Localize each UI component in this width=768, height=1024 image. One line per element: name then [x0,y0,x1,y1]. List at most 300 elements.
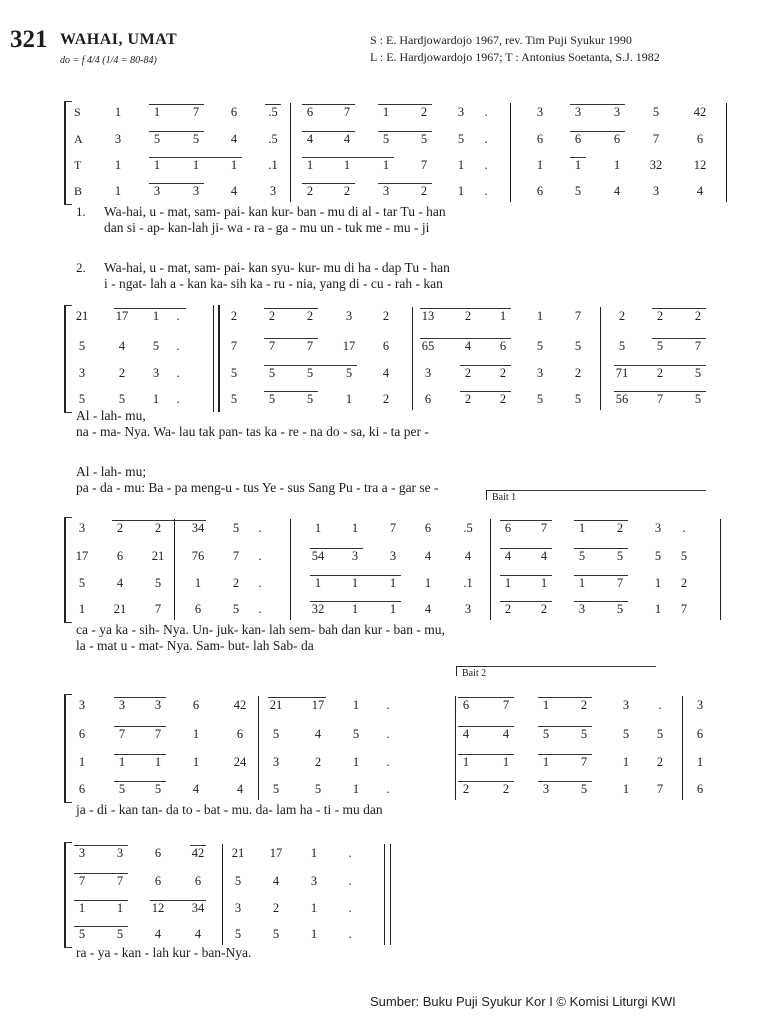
note: 1 [382,158,390,172]
note: . [348,901,352,915]
note: 1 [382,105,390,119]
lyric-line: ra - ya - kan - lah kur - ban-Nya. [76,945,252,960]
note: 17 [311,698,325,712]
note: 2 [504,602,512,616]
note: 1 [153,158,161,172]
note: 5 [234,874,242,888]
beam-line [302,157,394,158]
note: 4 [462,727,470,741]
note: 7 [230,339,238,353]
lyric-line: i - ngat- lah a - kan ka- sih ka - ru - nia, yang di - cu - rah - kan [104,276,443,291]
note: . [386,755,390,769]
note: 1 [542,755,550,769]
barline [290,103,291,202]
volta-line [456,666,656,667]
note: 6 [194,874,202,888]
voice-label: A [74,132,83,146]
lyric-line: na - ma- Nya. Wa- lau tak pan- tas ka - re - na do - sa, ki - ta per - [76,424,429,439]
note: 5 [152,339,160,353]
system-bracket [64,517,66,622]
note: 1 [116,901,124,915]
note: 6 [154,874,162,888]
note: .1 [268,158,278,172]
hymn-title: WAHAI, UMAT [60,31,178,48]
beam-line [74,845,128,846]
beam-line [614,391,706,392]
beam-line [190,845,206,846]
note: 3 [154,698,162,712]
note: 76 [191,549,205,563]
barline [390,844,391,945]
note: . [176,339,180,353]
note: .1 [463,576,473,590]
note: 4 [236,782,244,796]
note: 5 [622,727,630,741]
note: . [484,105,488,119]
note: 3 [652,184,660,198]
beam-line [149,131,204,132]
tempo-marking: do = f 4/4 (1/4 = 80-84) [60,55,157,66]
note: 6 [696,727,704,741]
note: 21 [269,698,283,712]
note: 2 [343,184,351,198]
lyric-line: Al - lah- mu; [76,464,147,479]
note: 5 [656,727,664,741]
note: 7 [343,105,351,119]
note: 2 [464,309,472,323]
beam-line [264,338,318,339]
note: 5 [153,132,161,146]
note: 5 [78,392,86,406]
note: 7 [680,602,688,616]
beam-line [538,754,592,755]
note: 5 [154,782,162,796]
volta-line [486,490,706,491]
note: 3 [78,521,86,535]
beam-line [310,575,401,576]
note: 2 [154,521,162,535]
system-bracket [64,101,66,204]
note: 1 [457,184,465,198]
note: 32 [649,158,663,172]
note: 6 [462,698,470,712]
note: 1 [192,158,200,172]
note: 2 [618,309,626,323]
note: . [386,727,390,741]
note: 5 [420,132,428,146]
beam-line [574,548,628,549]
note: 1 [504,576,512,590]
note: 2 [464,366,472,380]
note: 5 [542,727,550,741]
bracket-cap [64,517,72,518]
note: 7 [616,576,624,590]
note: 1 [502,755,510,769]
note: 3 [272,755,280,769]
note: 4 [424,602,432,616]
note: 5 [232,602,240,616]
note: 4 [502,727,510,741]
lyric-line: dan si - ap- kan-lah ji- wa - ra - ga - mu un - tuk me - mu - ji [104,220,430,235]
note: 2 [574,366,582,380]
note: 34 [191,901,205,915]
note: 1 [152,392,160,406]
credit-music: S : E. Hardjowardojo 1967, rev. Tim Puji Syukur 1990 [370,33,632,47]
lyric-line: ja - di - kan tan- da to - bat - mu. da- lam ha - ti - mu dan [76,802,383,817]
note: 2 [306,184,314,198]
note: . [484,132,488,146]
note: 3 [234,901,242,915]
note: 4 [230,132,238,146]
note: . [658,698,662,712]
note: 21 [231,846,245,860]
beam-line [574,520,628,521]
note: .5 [463,521,473,535]
note: . [258,576,262,590]
beam-line [302,183,355,184]
note: 4 [116,576,124,590]
beam-line [420,308,511,309]
note: 5 [230,392,238,406]
note: 6 [116,549,124,563]
beam-line [310,548,363,549]
note: 4 [613,184,621,198]
note: 5 [78,927,86,941]
note: 6 [536,184,544,198]
beam-line [114,726,166,727]
note: 7 [389,521,397,535]
note: . [348,846,352,860]
note: 4 [118,339,126,353]
repeat-barline [213,305,220,412]
barline [222,844,223,945]
note: 2 [464,392,472,406]
note: 4 [696,184,704,198]
note: 5 [616,549,624,563]
note: 7 [656,782,664,796]
beam-line [538,781,592,782]
beam-line [114,697,166,698]
note: 2 [499,392,507,406]
beam-line [265,104,281,105]
note: 21 [151,549,165,563]
note: 54 [311,549,325,563]
note: 42 [693,105,707,119]
note: 5 [574,339,582,353]
note: 7 [306,339,314,353]
note: 1 [314,576,322,590]
lyric-line: pa - da - mu: Ba - pa meng-u - tus Ye - sus Sang Pu - tra a - gar se - [76,480,439,495]
bracket-cap [64,622,72,623]
note: 56 [615,392,629,406]
note: 6 [78,727,86,741]
note: 3 [622,698,630,712]
note: 1 [536,158,544,172]
note: 3 [536,105,544,119]
note: .5 [268,105,278,119]
note: 4 [464,339,472,353]
lyric-line: Wa-hai, u - mat, sam- pai- kan syu- kur- mu di ha - dap Tu - han [104,260,450,275]
note: 42 [191,846,205,860]
note: 5 [382,132,390,146]
volta-tick [456,666,457,676]
bracket-cap [64,101,72,102]
note: 17 [269,846,283,860]
note: 1 [78,602,86,616]
note: 6 [574,132,582,146]
note: 1 [118,755,126,769]
note: 5 [457,132,465,146]
barline [384,844,385,945]
note: 3 [536,366,544,380]
beam-line [310,601,401,602]
note: 5 [536,392,544,406]
beam-line [114,781,166,782]
note: 3 [457,105,465,119]
note: 4 [504,549,512,563]
beam-line [268,697,326,698]
note: 2 [272,901,280,915]
note: 2 [232,576,240,590]
note: 5 [192,132,200,146]
note: 6 [306,105,314,119]
beam-line [264,308,318,309]
volta-tick [486,490,487,500]
note: 6 [78,782,86,796]
note: 6 [194,602,202,616]
note: 4 [314,727,322,741]
note: 3 [464,602,472,616]
note: 5 [306,392,314,406]
note: 7 [540,521,548,535]
note: 6 [424,521,432,535]
note: 1 [351,576,359,590]
lyric-line: ca - ya ka - sih- Nya. Un- juk- kan- lah sem- bah dan kur - ban - mu, [76,622,445,637]
beam-line [570,104,625,105]
note: 6 [536,132,544,146]
note: 1 [424,576,432,590]
verse-number: 1. [76,204,86,219]
barline [412,307,413,410]
note: 5 [154,576,162,590]
note: 7 [656,392,664,406]
note: 1 [78,901,86,915]
barline [600,307,601,410]
beam-line [149,157,242,158]
note: 1 [310,927,318,941]
note: . [348,874,352,888]
note: 6 [236,727,244,741]
note: . [484,158,488,172]
note: 5 [268,366,276,380]
note: 2 [268,309,276,323]
note: 1 [389,602,397,616]
note: 24 [233,755,247,769]
note: 3 [382,184,390,198]
verse-number: 2. [76,260,86,275]
note: 1 [654,576,662,590]
note: . [258,521,262,535]
note: 3 [654,521,662,535]
note: 5 [656,339,664,353]
note: . [176,366,180,380]
beam-line [458,726,514,727]
note: 6 [499,339,507,353]
note: 12 [151,901,165,915]
note: 4 [424,549,432,563]
beam-line [500,520,552,521]
note: 3 [78,846,86,860]
note: 3 [192,184,200,198]
note: . [484,184,488,198]
note: 7 [116,874,124,888]
note: 65 [421,339,435,353]
note: 1 [389,576,397,590]
note: 1 [343,158,351,172]
note: 17 [342,339,356,353]
note: 1 [540,576,548,590]
beam-line [378,131,432,132]
barline [490,519,491,620]
note: 1 [351,602,359,616]
hymn-number: 321 [10,26,48,53]
beam-line [570,157,586,158]
note: 3 [696,698,704,712]
beam-line [652,308,706,309]
note: 5 [234,927,242,941]
note: 2 [502,782,510,796]
beam-line [614,365,706,366]
note: . [386,782,390,796]
note: .5 [268,132,278,146]
note: 2 [656,755,664,769]
note: 21 [75,309,89,323]
note: 5 [306,366,314,380]
note: 5 [694,392,702,406]
note: 1 [78,755,86,769]
note: 7 [652,132,660,146]
barline [455,696,456,800]
beam-line [460,391,511,392]
note: . [386,698,390,712]
note: 5 [230,366,238,380]
note: 5 [574,184,582,198]
beam-line [149,183,204,184]
barline [726,103,727,202]
barline [682,696,683,800]
note: 1 [457,158,465,172]
note: 1 [542,698,550,712]
note: 7 [154,602,162,616]
note: 1 [192,727,200,741]
note: 5 [616,602,624,616]
note: 7 [192,105,200,119]
bracket-cap [64,204,72,205]
note: 1 [578,576,586,590]
note: . [258,602,262,616]
note: 1 [654,602,662,616]
beam-line [302,131,355,132]
note: 6 [696,782,704,796]
note: 2 [116,521,124,535]
note: 2 [540,602,548,616]
volta-label: Bait 2 [462,668,487,679]
bracket-cap [64,947,72,948]
note: 17 [115,309,129,323]
bracket-cap [64,305,72,306]
lyric-line: Wa-hai, u - mat, sam- pai- kan kur- ban - mu di al - tar Tu - han [104,204,446,219]
beam-line [538,726,592,727]
note: 5 [618,339,626,353]
voice-label: T [74,158,82,172]
note: 3 [152,366,160,380]
note: . [682,521,686,535]
note: 1 [536,309,544,323]
beam-line [538,697,592,698]
note: 4 [272,874,280,888]
source-credit: Sumber: Buku Puji Syukur Kor I © Komisi Liturgi KWI [370,994,676,1009]
beam-line [460,365,511,366]
note: 5 [578,549,586,563]
note: 13 [421,309,435,323]
note: 2 [616,521,624,535]
note: . [176,309,180,323]
note: 1 [310,901,318,915]
note: 5 [272,782,280,796]
beam-line [114,308,186,309]
note: 1 [352,698,360,712]
note: 1 [154,755,162,769]
note: 7 [502,698,510,712]
note: 5 [536,339,544,353]
note: 1 [352,755,360,769]
lyric-line: Al - lah- mu, [76,408,146,423]
beam-line [114,754,166,755]
note: 6 [504,521,512,535]
note: 3 [153,184,161,198]
note: 4 [306,132,314,146]
note: 3 [578,602,586,616]
barline [174,519,175,620]
note: 4 [343,132,351,146]
note: 5 [680,549,688,563]
note: 5 [574,392,582,406]
volta-label: Bait 1 [492,492,517,503]
note: 1 [230,158,238,172]
note: 6 [696,132,704,146]
note: 4 [382,366,390,380]
beam-line [74,926,128,927]
beam-line [74,873,128,874]
note: 1 [352,782,360,796]
note: 5 [654,549,662,563]
note: 2 [420,105,428,119]
note: 1 [192,755,200,769]
note: 5 [272,927,280,941]
note: 2 [420,184,428,198]
barline [510,103,511,202]
note: 2 [462,782,470,796]
note: 21 [113,602,127,616]
note: 5 [345,366,353,380]
note: 7 [154,727,162,741]
note: 3 [389,549,397,563]
note: 1 [306,158,314,172]
beam-line [378,104,432,105]
note: 5 [78,339,86,353]
note: 3 [269,184,277,198]
beam-line [500,548,552,549]
